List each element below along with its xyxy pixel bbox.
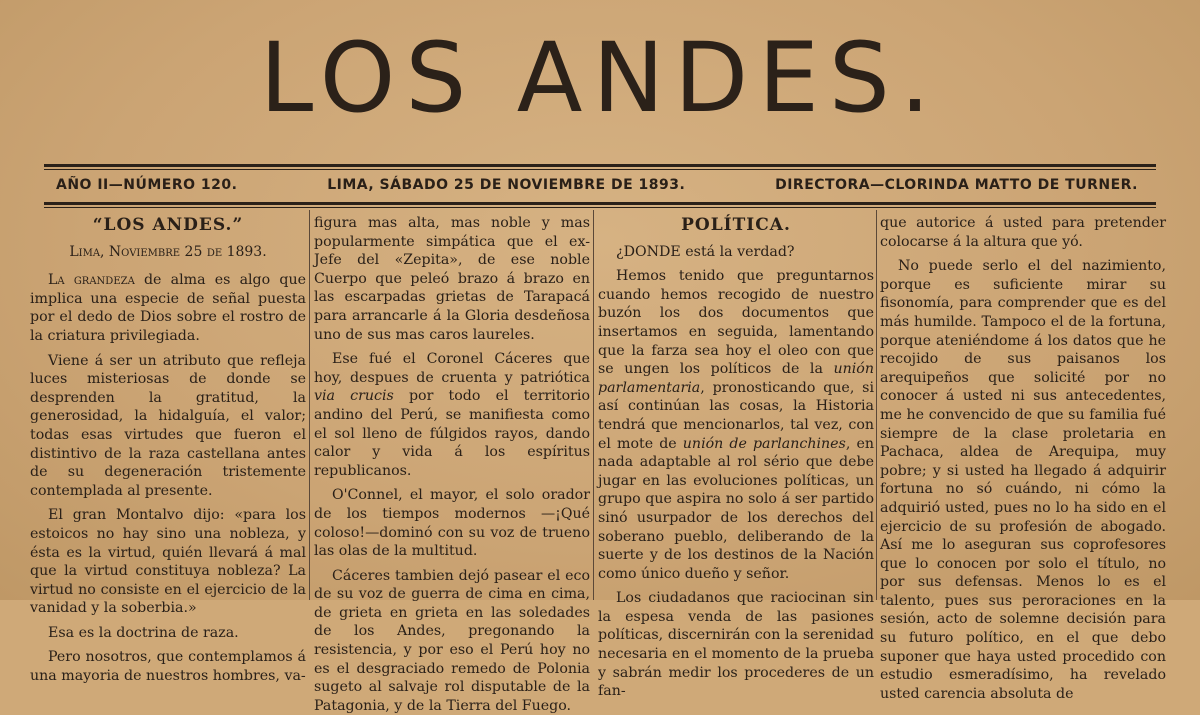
paragraph: La grandeza de alma es algo que implica una especie de señal puesta por el dedo de Dios sobre el rostro de la criatura privilegiada.	[30, 272, 306, 344]
italic-phrase: via crucis	[314, 388, 394, 405]
paragraph: Cáceres tambien dejó pasear el eco de su voz de guerra de cima en cima, de grieta en grieta en las soledades de los Andes, pregonando la resistencia, y por eso el Perú hoy no es el desgraciado remedo de Polonia sugeto al salvaje rol disputable de la Patagonia, y de la Tierra del Fuego.	[314, 567, 590, 714]
paragraph: Viene á ser un atributo que refleja luces misteriosas de donde se desprenden la gratitud, la generosidad, la hidalguía, el valor; todas esas virtudes que fueron el distintivo de la raza castellana antes de su degeneración tristemente contemplada al presente.	[30, 352, 306, 499]
bottom-rule-thin	[44, 207, 1156, 208]
lead-words: La grandeza	[48, 272, 135, 289]
paragraph: El gran Montalvo dijo: «para los estoicos no hay sino una nobleza, y ésta es la virtud, quién llevará á mal que la virtud constituya nobleza? La virtud no consiste en el ejercicio de la vanidad y la soberbia.»	[30, 507, 306, 617]
paragraph: ¿DONDE está la verdad?	[616, 243, 795, 260]
column-divider	[309, 210, 310, 600]
column-3	[598, 214, 874, 700]
italic-phrase: unión de parlanchines	[682, 435, 846, 452]
paragraph: que autorice á usted para pretender colocarse á la altura que yó.	[880, 215, 1166, 250]
paragraph: Hemos tenido que preguntarnos cuando hemos recogido de nuestro buzón los dos documentos que insertamos en seguida, lamentando que la farza sea hoy el oleo con que se ungen los políticos de la unión parlamentaria, pronosticando que, si así continúan las cosas, la Historia tendrá que mencionarlos, tal vez, con el mote de unión de parlanchines, en nada adaptable al rol sério que debe jugar en las evoluciones políticas, un grupo que aspira no solo á ser partido sinó usurpador de los derechos del soberano pueblo, deliberando de la suerte y de los destinos de la Nación como único dueño y señor.	[598, 268, 874, 582]
column-divider	[593, 210, 594, 600]
article-heading: “LOS ANDES.”	[92, 215, 244, 235]
paragraph: Esa es la doctrina de raza.	[48, 624, 239, 641]
info-bar	[56, 177, 1138, 193]
article-dateline: Lima, Noviembre 25 de 1893.	[69, 243, 267, 260]
paragraph: Pero nosotros, que contemplamos á una mayoria de nuestros hombres, va-	[30, 649, 306, 685]
issue-number: AÑO II—NÚMERO 120.	[56, 177, 238, 193]
paragraph: Los ciudadanos que raciocinan sin la espesa venda de las pasiones políticas, discernirán con la serenidad necesaria en el momento de la prueba y sabrán medir los procederes de un fan-	[598, 590, 874, 700]
column-divider	[876, 210, 877, 600]
masthead-title: LOS ANDES.	[259, 22, 941, 134]
director-credit: DIRECTORA—CLORINDA MATTO DE TURNER.	[775, 177, 1138, 193]
article-heading: POLÍTICA.	[681, 215, 791, 235]
column-1	[30, 214, 306, 685]
paragraph: figura mas alta, mas noble y mas popularmente simpática que el ex-Jefe del «Zepita», de ese noble Cuerpo que peleó brazo á brazo en las escarpadas grietas de Tarapacá para arrancarle á la Gloria desdeñosa uno de sus mas caros laureles.	[314, 215, 590, 343]
paragraph: O'Connel, el mayor, el solo orador de los tiempos modernos —¡Qué coloso!—dominó con su voz de trueno las olas de la multitud.	[314, 487, 590, 560]
paragraph: Ese fué el Coronel Cáceres que hoy, despues de cruenta y patriótica via crucis por todo el territorio andino del Perú, se manifiesta como el sol lleno de fúlgidos rayos, dando calor y vida á los espíritus republicanos.	[314, 351, 590, 479]
top-rule-thick	[44, 164, 1156, 167]
top-rule-thin	[44, 169, 1156, 170]
paragraph: No puede serlo el del nazimiento, porque es suficiente mirar su fisonomía, para comprender que es del más humilde. Tampoco el de la fortuna, porque ateniéndome á los datos que he recojido de sus paisanos los arequipeños que solicité por no conocer á usted ni sus antecedentes, me he convencido de que su familia fué siempre de la clase proletaria en Pachaca, aldea de Arequipa, muy pobre; y si usted ha llegado á adquirir fortuna no só cuándo, ni cómo la adquirió usted, pues no lo ha sido en el ejercicio de su profesión de abogado. Así me lo aseguran sus coprofesores que lo conocen por solo el título, no por sus defensas. Menos lo es el talento, pues sus peroraciones en la sesión, acto de solemne decisión para su futuro político, en el que debo suponer que haya usted procedido con estudio esmeradísimo, ha revelado usted carencia absoluta de	[880, 258, 1166, 702]
italic-phrase: unión parlamentaria	[598, 361, 874, 396]
bottom-rule-thick	[44, 202, 1156, 205]
column-2	[314, 214, 590, 714]
place-date: LIMA, SÁBADO 25 DE NOVIEMBRE DE 1893.	[327, 177, 686, 193]
column-4	[880, 214, 1166, 702]
